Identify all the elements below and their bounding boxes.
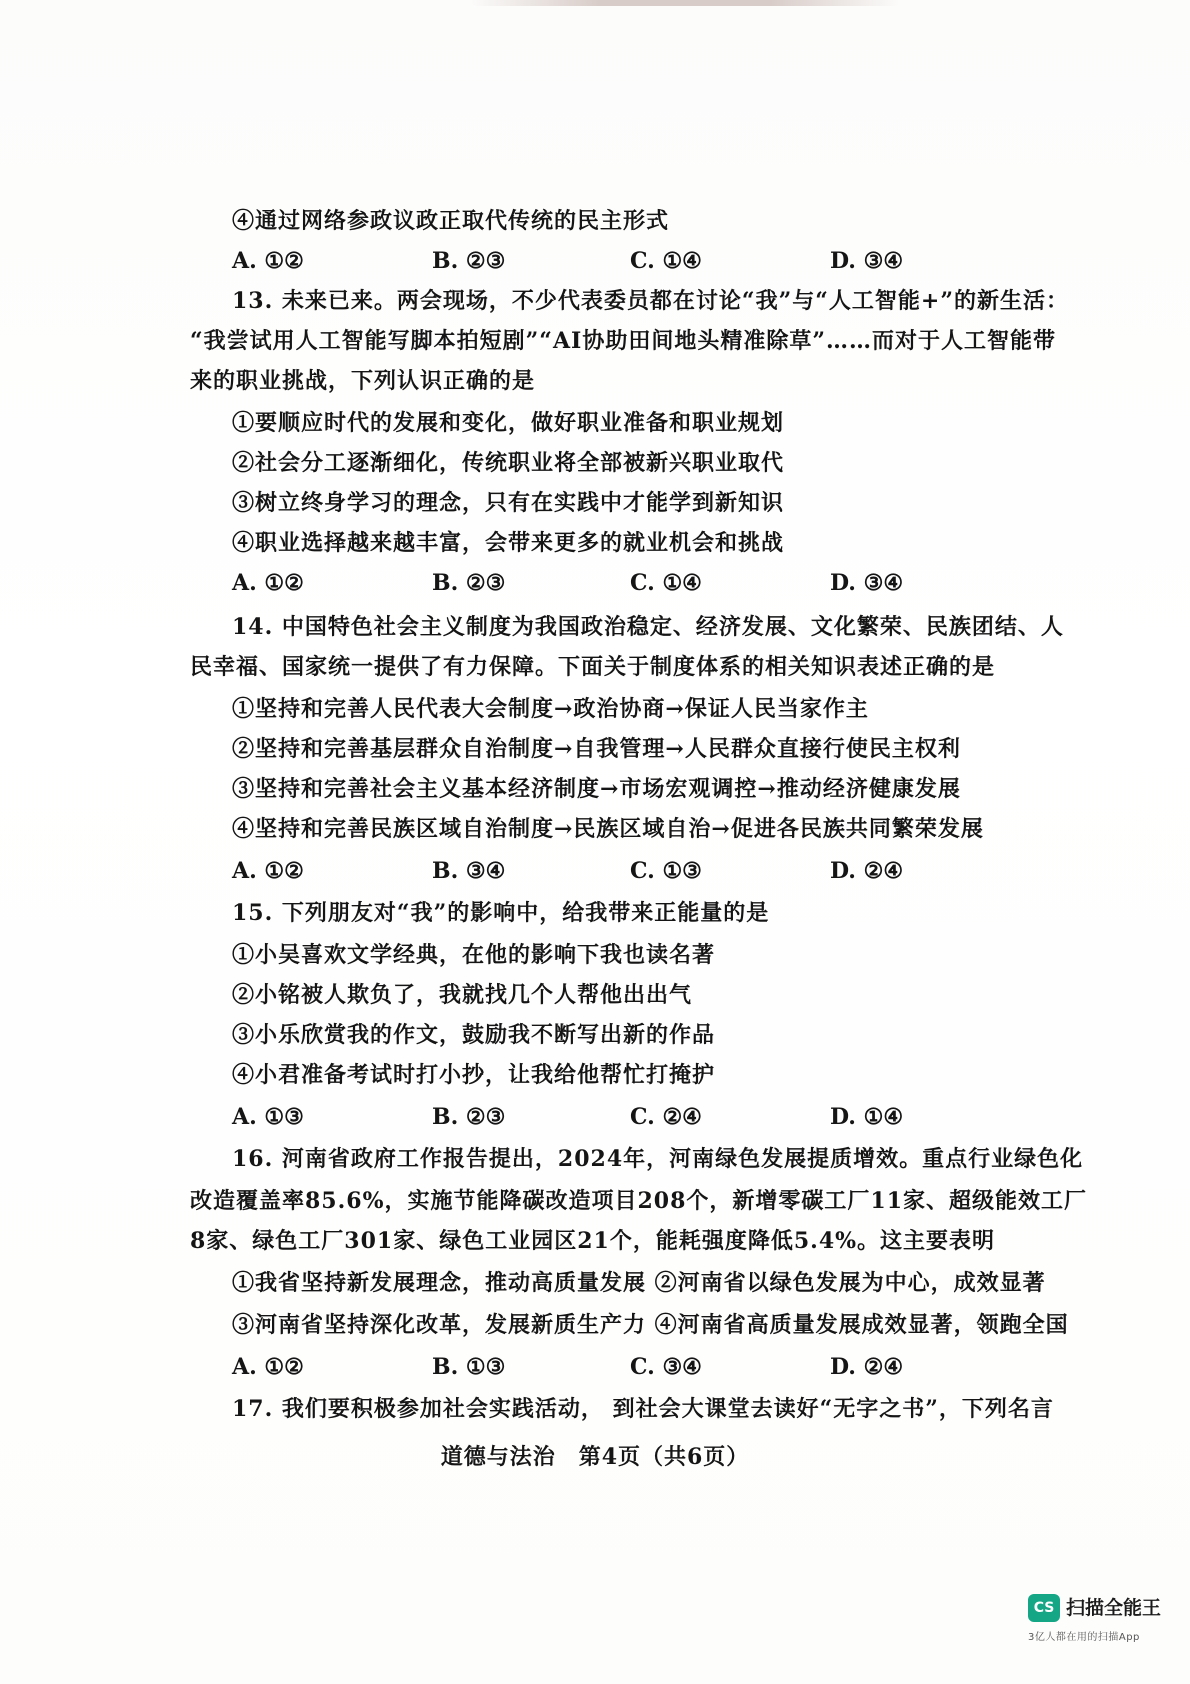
q15-stem: 15. 下列朋友对“我”的影响中，给我带来正能量的是	[232, 900, 770, 926]
q14-item-1: ①坚持和完善人民代表大会制度→政治协商→保证人民当家作主	[232, 696, 869, 722]
q13-option-c: C. ①④	[630, 570, 702, 596]
scanner-brand-name: 扫描全能王	[1066, 1597, 1162, 1619]
q16-stem-line-3: 8家、绿色工厂301家、绿色工业园区21个，能耗强度降低5.4%。这主要表明	[190, 1228, 996, 1254]
q14-option-b: B. ③④	[432, 858, 506, 884]
q16-stem-line-1: 16. 河南省政府工作报告提出，2024年，河南绿色发展提质增效。重点行业绿色化	[232, 1146, 1084, 1172]
q12-option-b: B. ②③	[432, 248, 506, 274]
q15-item-4: ④小君准备考试时打小抄，让我给他帮忙打掩护	[232, 1062, 716, 1088]
q16-option-c: C. ③④	[630, 1354, 702, 1380]
q14-option-d: D. ②④	[830, 858, 904, 884]
q16-option-a: A. ①②	[232, 1354, 304, 1380]
q15-option-a: A. ①③	[232, 1104, 304, 1130]
q14-option-c: C. ①③	[630, 858, 702, 884]
q12-option-c: C. ①④	[630, 248, 702, 274]
q12-item-4: ④通过网络参政议政正取代传统的民主形式	[232, 208, 670, 234]
q13-option-d: D. ③④	[830, 570, 904, 596]
q14-stem-line-2: 民幸福、国家统一提供了有力保障。下面关于制度体系的相关知识表述正确的是	[190, 654, 996, 680]
q13-stem-line-1: 13. 未来已来。两会现场，不少代表委员都在讨论“我”与“人工智能+”的新生活：	[232, 288, 1069, 314]
q13-stem-line-2: “我尝试用人工智能写脚本拍短剧”“AI协助田间地头精准除草”……而对于人工智能带	[190, 328, 1056, 354]
q14-option-a: A. ①②	[232, 858, 304, 884]
q13-option-a: A. ①②	[232, 570, 304, 596]
q14-item-3: ③坚持和完善社会主义基本经济制度→市场宏观调控→推动经济健康发展	[232, 776, 961, 802]
q15-option-b: B. ②③	[432, 1104, 506, 1130]
q13-item-2: ②社会分工逐渐细化，传统职业将全部被新兴职业取代	[232, 450, 785, 476]
q15-option-d: D. ①④	[830, 1104, 904, 1130]
q13-option-b: B. ②③	[432, 570, 506, 596]
q14-item-2: ②坚持和完善基层群众自治制度→自我管理→人民群众直接行使民主权利	[232, 736, 961, 762]
q12-option-d: D. ③④	[830, 248, 904, 274]
q14-item-4: ④坚持和完善民族区域自治制度→民族区域自治→促进各民族共同繁荣发展	[232, 816, 984, 842]
q12-option-a: A. ①②	[232, 248, 304, 274]
q16-items-line-2: ③河南省坚持深化改革，发展新质生产力 ④河南省高质量发展成效显著，领跑全国	[232, 1312, 1069, 1338]
scanner-watermark	[1028, 1594, 1178, 1654]
q14-stem-line-1: 14. 中国特色社会主义制度为我国政治稳定、经济发展、文化繁荣、民族团结、人	[232, 614, 1064, 640]
scan-edge-shadow	[470, 0, 900, 6]
q16-stem-line-2: 改造覆盖率85.6%，实施节能降碳改造项目208个，新增零碳工厂11家、超级能效工厂	[190, 1188, 1088, 1214]
q13-item-4: ④职业选择越来越丰富，会带来更多的就业机会和挑战	[232, 530, 785, 556]
scanner-tagline: 3亿人都在用的扫描App	[1028, 1632, 1140, 1643]
q17-stem: 17. 我们要积极参加社会实践活动， 到社会大课堂去读好“无字之书”，下列名言	[232, 1396, 1054, 1422]
q13-item-1: ①要顺应时代的发展和变化，做好职业准备和职业规划	[232, 410, 785, 436]
q13-item-3: ③树立终身学习的理念，只有在实践中才能学到新知识	[232, 490, 785, 516]
q13-stem-line-3: 来的职业挑战，下列认识正确的是	[190, 368, 536, 394]
q15-item-2: ②小铭被人欺负了，我就找几个人帮他出出气	[232, 982, 693, 1008]
camscanner-logo-icon: CS	[1028, 1594, 1060, 1622]
q15-item-3: ③小乐欣赏我的作文，鼓励我不断写出新的作品	[232, 1022, 716, 1048]
q15-item-1: ①小吴喜欢文学经典，在他的影响下我也读名著	[232, 942, 716, 968]
q16-option-b: B. ①③	[432, 1354, 506, 1380]
q16-option-d: D. ②④	[830, 1354, 904, 1380]
q16-items-line-1: ①我省坚持新发展理念，推动高质量发展 ②河南省以绿色发展为中心，成效显著	[232, 1270, 1046, 1296]
page-footer: 道德与法治 第4页（共6页）	[440, 1444, 750, 1470]
q15-option-c: C. ②④	[630, 1104, 702, 1130]
